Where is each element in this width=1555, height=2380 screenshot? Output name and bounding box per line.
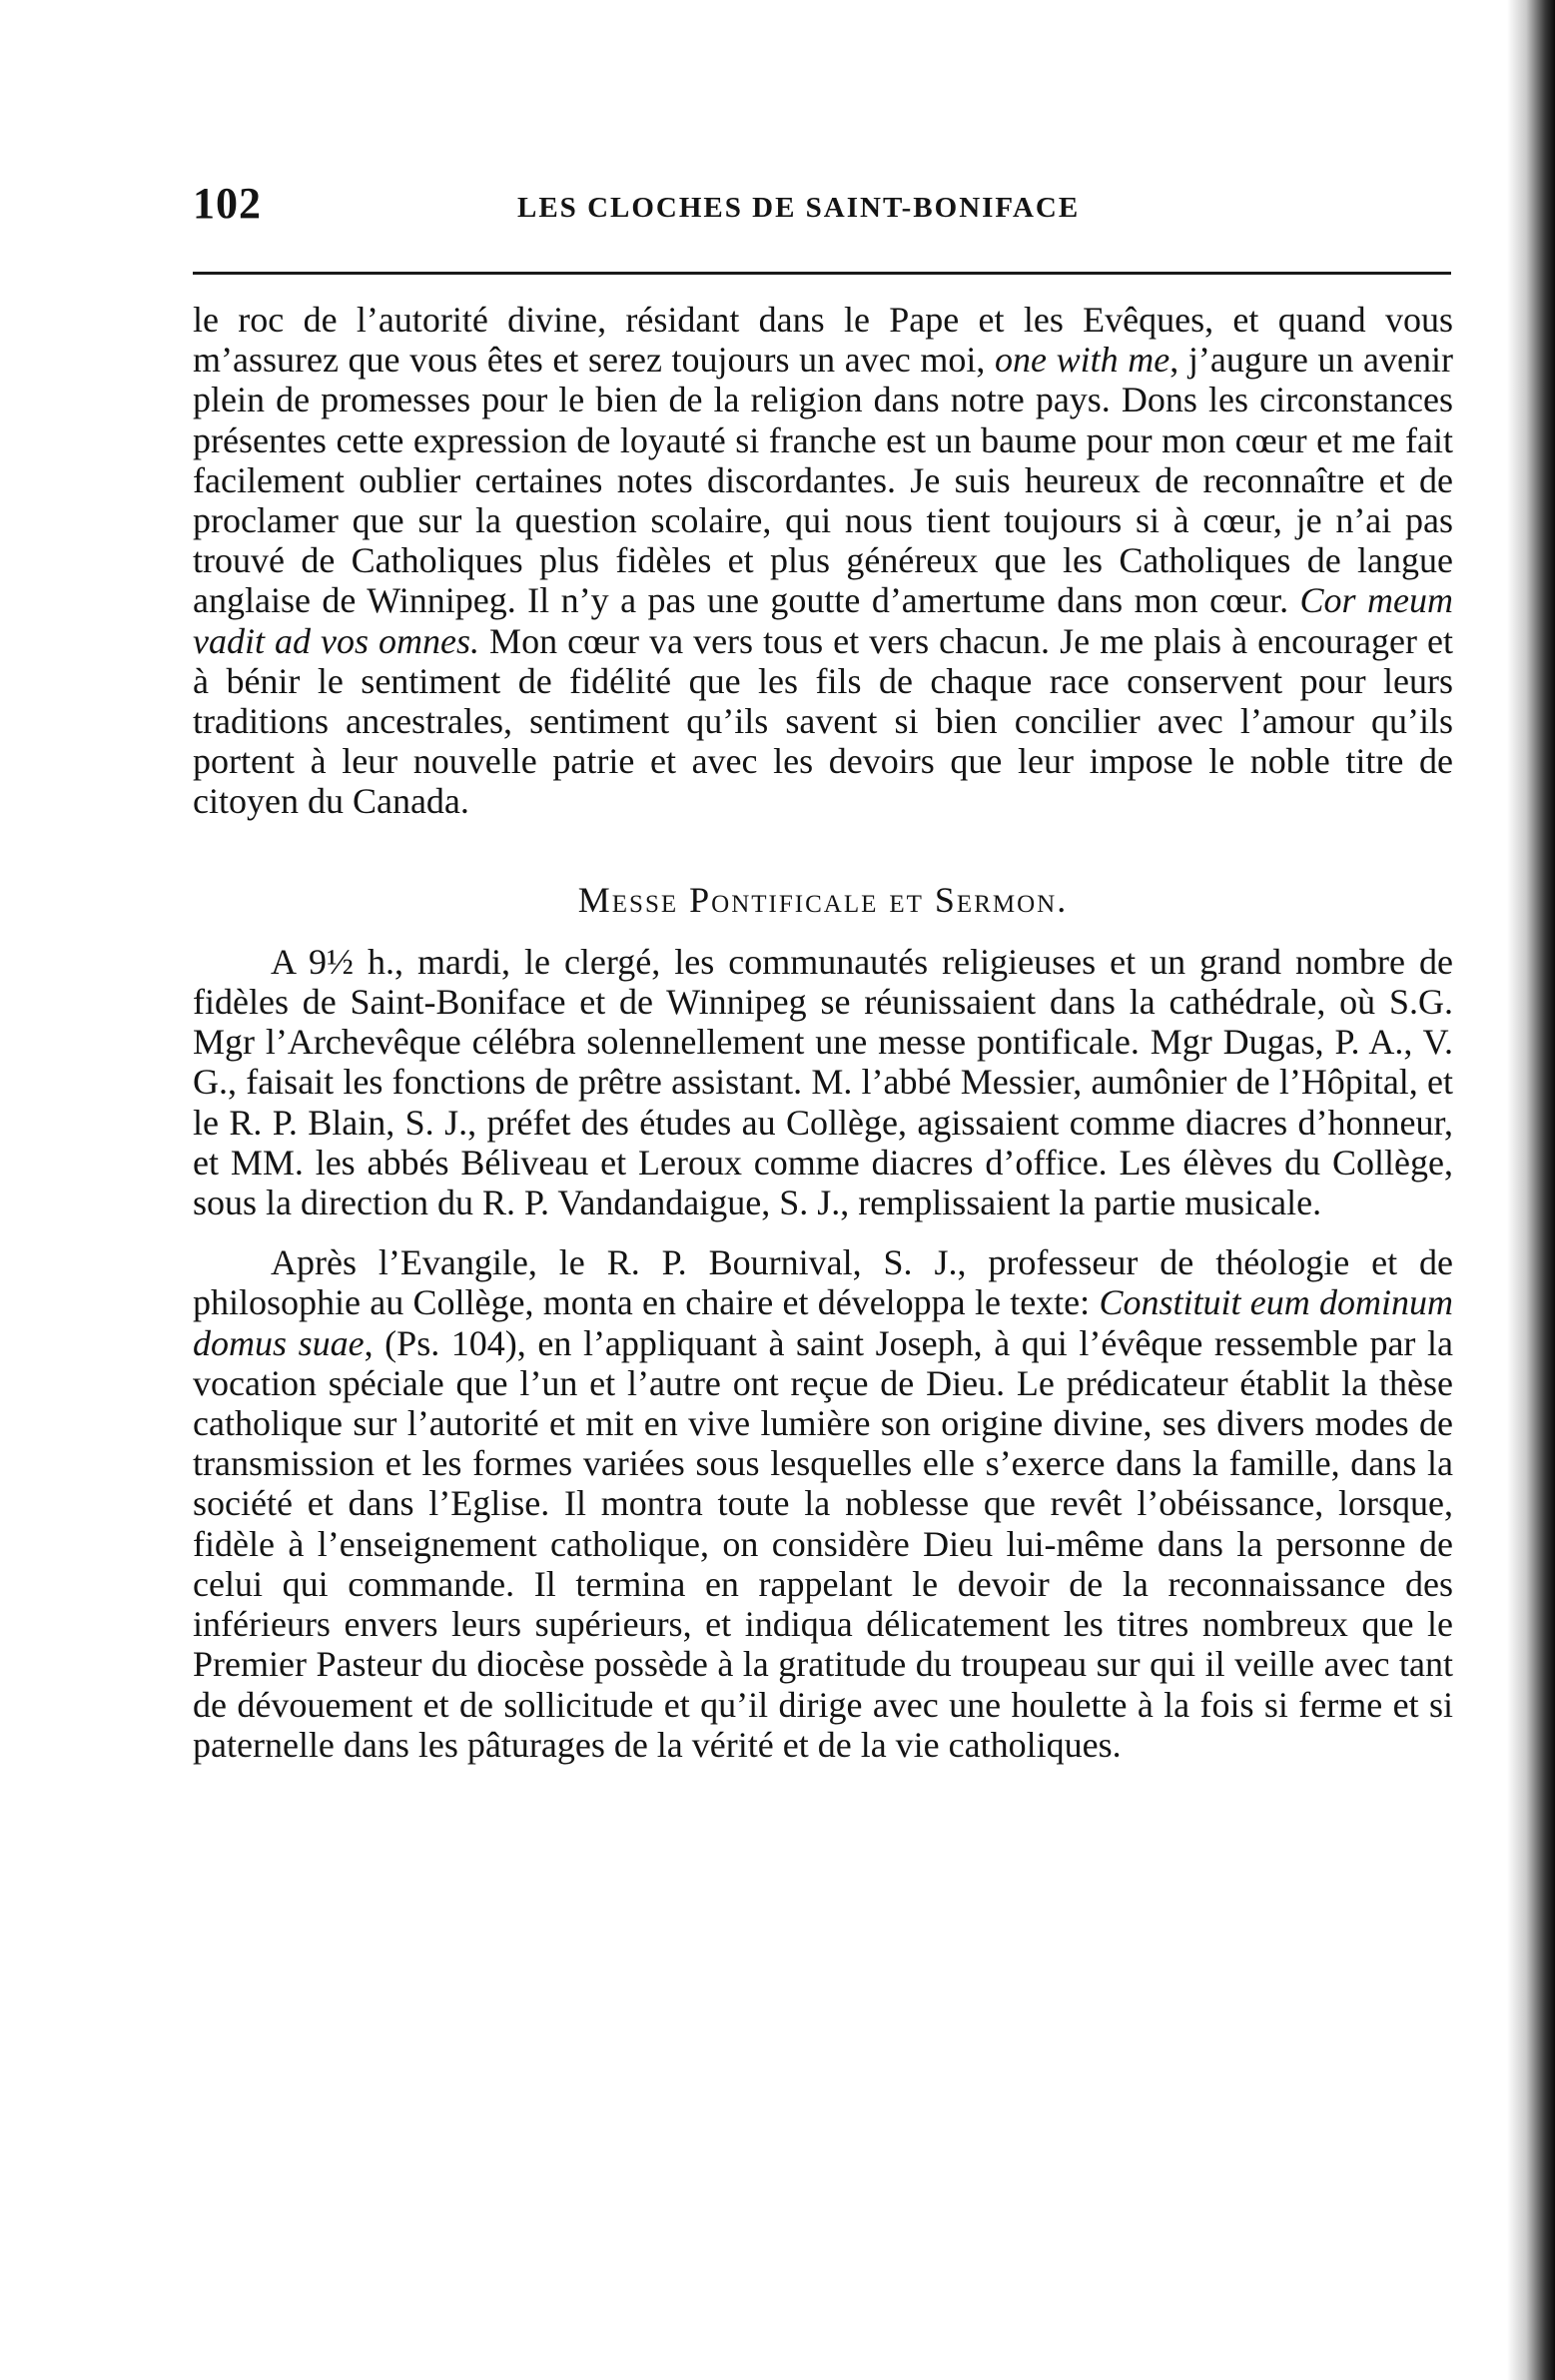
paragraph-3 — [193, 1242, 1453, 1765]
page-header — [193, 178, 1226, 238]
paragraph-3-part-b: , (Ps. 104), en l’appliquant à saint Joseph, à qui l’évêque ressemble par la vocation spéciale que l’un et l’autre ont reçue de Dieu. Le prédicateur établit la thèse catholique sur l’autorité et mit en vive lumière son origine divine, ses divers modes de transmission et les formes variées sous lesquelles elle s’exerce dans la famille, dans la société et dans l’Eglise. Il montra toute la noblesse que revêt l’obéissance, lorsque, fidèle à l’enseignement catholique, on considère Dieu lui-même dans la personne de celui qui commande. Il termina en rappelant le devoir de la reconnaissance des inférieurs envers leurs supérieurs, et indiqua délicatement les titres nombreux que le Premier Pasteur du diocèse possède à la gratitude du troupeau sur qui il veille avec tant de dévouement et de sollicitude et qu’il dirige avec une houlette à la fois si ferme et si paternelle dans les pâturages de la vérité et de la vie catholiques. — [193, 1322, 1453, 1765]
paragraph-1-part-a: le roc de l’autorité divine, résidant dans le Pape et les Evêques, et quand vous m’assurez que vous êtes et serez toujours un avec moi, — [193, 300, 1453, 381]
paragraph-3-italic-latin: Constituit eum dominum domus suae — [193, 1282, 1453, 1363]
paragraph-1-part-b: , j’augure un avenir plein de promesses pour le bien de la religion dans notre pays. Dons les circonstances présentes cette expression de loyauté si franche est un baume pour mon cœur et me fait facilement oublier certaines notes discordantes. Je suis heureux de reconnaître et de proclamer que sur la question scolaire, qui nous tient toujours si à cœur, je n’ai pas trouvé de Catholiques plus fidèles et plus généreux que les Catholiques de langue anglaise de Winnipeg. Il n’y a pas une goutte d’amertume dans mon cœur. — [193, 340, 1453, 621]
paragraph-1 — [193, 300, 1453, 822]
paragraph-2: A 9½ h., mardi, le clergé, les communautés religieuses et un grand nombre de fidèles de Saint-Boniface et de Winnipeg se réunissaient dans la cathédrale, où S.G. Mgr l’Archevêque célébra solennellement une messe pontificale. Mgr Dugas, P. A., V. G., faisait les fonctions de prêtre assistant. M. l’abbé Messier, aumônier de l’Hôpital, et le R. P. Blain, S. J., préfet des études au Collège, agissaient comme diacres d’honneur, et MM. les abbés Béliveau et Leroux comme diacres d’office. Les élèves du Collège, sous la direction du R. P. Vandandaigue, S. J., remplissaient la partie musicale. — [193, 941, 1453, 1223]
scan-edge-shadow — [1507, 0, 1555, 2380]
section-heading: Messe Pontificale et Sermon. — [577, 879, 1069, 920]
running-title: LES CLOCHES DE SAINT-BONIFACE — [517, 192, 1081, 224]
paragraph-1-part-c: Mon cœur va vers tous et vers chacun. Je me plais à encourager et à bénir le sentiment de fidélité que les fils de chaque race conservent pour leurs traditions ancestrales, sentiment qu’ils savent si bien concilier avec l’amour qu’ils portent à leur nouvelle patrie et avec les devoirs que leur impose le noble titre de citoyen du Canada. — [193, 620, 1453, 822]
body-text — [193, 300, 1453, 1765]
paragraph-1-italic-english: one with me — [995, 340, 1170, 381]
header-rule — [193, 272, 1451, 275]
page-number: 102 — [193, 179, 262, 228]
paragraph-3-part-a: Après l’Evangile, le R. P. Bournival, S. J., professeur de théologie et de philosophie au Collège, monta en chaire et développa le texte: — [193, 1242, 1453, 1323]
paragraph-1-italic-latin: Cor meum vadit ad vos omnes. — [193, 580, 1454, 661]
